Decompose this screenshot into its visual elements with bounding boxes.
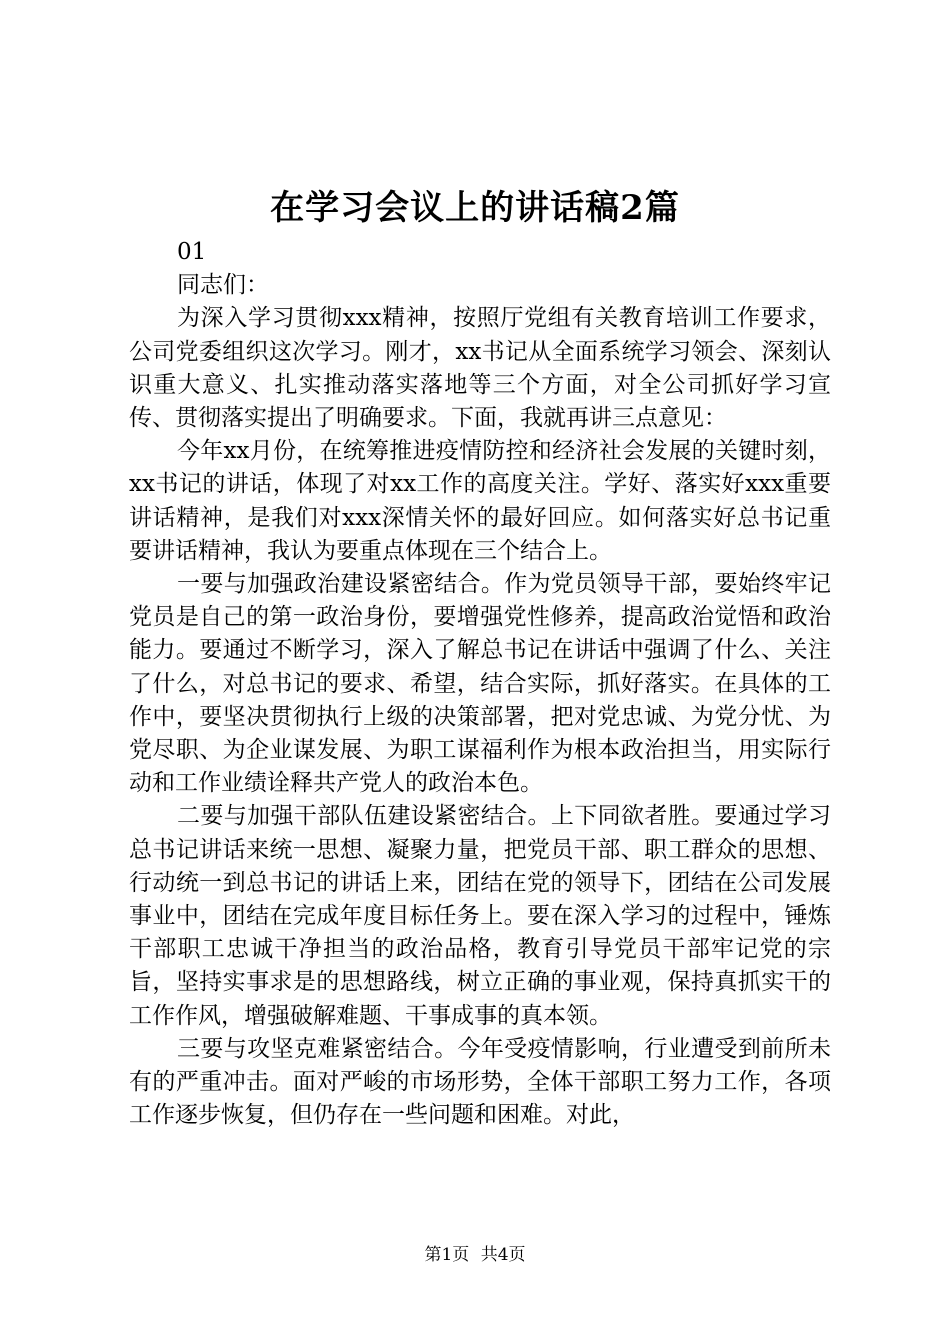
document-title: 在学习会议上的讲话稿2篇	[270, 188, 680, 228]
page-number: 第1页	[424, 1245, 470, 1265]
paragraph: 今年xx月份，在统筹推进疫情防控和经济社会发展的关键时刻，xx书记的讲话，体现了对xx工作的高度关注。学好、落实好xxx重要讲话精神，是我们对xxx深情关怀的最好回应。如何落实好总书记重要讲话精神，我认为要重点体现在三个结合上。	[129, 438, 831, 564]
section-number: 01	[177, 239, 207, 265]
paragraph: 一要与加强政治建设紧密结合。作为党员领导干部，要始终牢记党员是自己的第一政治身份，要增强党性修养，提高政治觉悟和政治能力。要通过不断学习，深入了解总书记在讲话中强调了什么、关注了什么，对总书记的要求、希望，结合实际，抓好落实。在具体的工作中，要坚决贯彻执行上级的决策部署，把对党忠诚、为党分忧、为党尽职、为企业谋发展、为职工谋福利作为根本政治担当，用实际行动和工作业绩诠释共产党人的政治本色。	[129, 571, 831, 797]
document-body	[129, 236, 831, 1132]
paragraph: 三要与攻坚克难紧密结合。今年受疫情影响，行业遭受到前所未有的严重冲击。面对严峻的市场形势，全体干部职工努力工作，各项工作逐步恢复，但仍存在一些问题和困难。对此，	[129, 1035, 831, 1129]
salutation: 同志们：	[177, 272, 269, 299]
page-total: 共4页	[480, 1245, 526, 1265]
paragraph: 二要与加强干部队伍建设紧密结合。上下同欲者胜。要通过学习总书记讲话来统一思想、凝聚力量，把党员干部、职工群众的思想、行动统一到总书记的讲话上来，团结在党的领导下，团结在公司发展事业中，团结在完成年度目标任务上。要在深入学习的过程中，锤炼干部职工忠诚干净担当的政治品格，教育引导党员干部牢记党的宗旨，坚持实事求是的思想路线，树立正确的事业观，保持真抓实干的工作作风，增强破解难题、干事成事的真本领。	[129, 803, 831, 1029]
paragraph: 为深入学习贯彻xxx精神，按照厅党组有关教育培训工作要求，公司党委组织这次学习。刚才，xx书记从全面系统学习领会、深刻认识重大意义、扎实推动落实落地等三个方面，对全公司抓好学习宣传、贯彻落实提出了明确要求。下面，我就再讲三点意见：	[129, 305, 831, 432]
page-footer	[0, 1244, 950, 1266]
